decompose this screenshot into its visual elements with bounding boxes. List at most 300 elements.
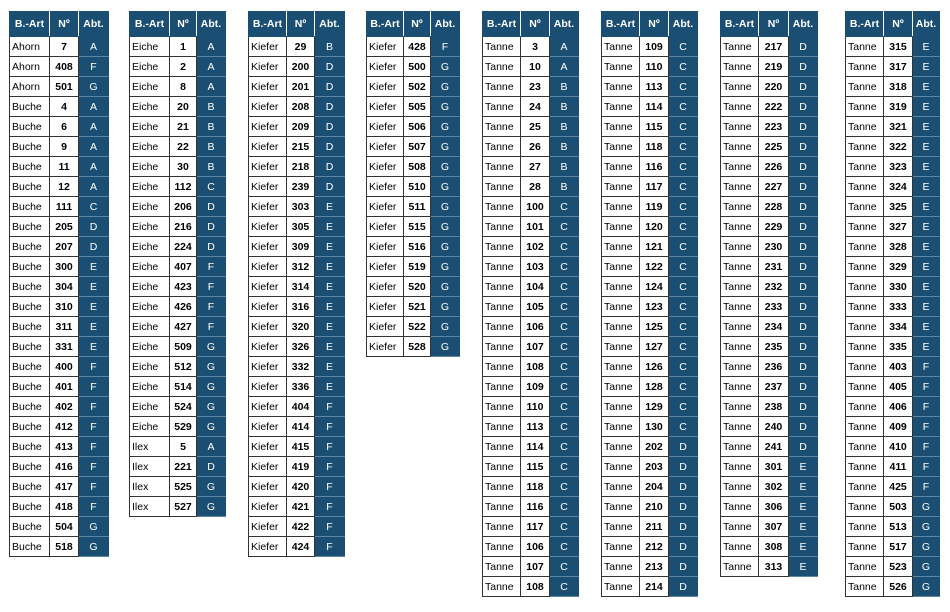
table-row [483,557,579,577]
species-cell: Kiefer [367,77,404,97]
table-row [602,257,698,277]
table-header [367,12,460,37]
section-cell: F [315,397,345,417]
section-cell: C [669,157,698,177]
section-cell: B [315,37,345,57]
section-cell: G [431,217,460,237]
species-cell: Tanne [602,217,640,237]
species-cell: Eiche [130,117,170,137]
number-cell: 317 [884,57,913,77]
species-cell: Kiefer [249,257,287,277]
species-cell: Tanne [602,557,640,577]
table-row [10,177,109,197]
section-cell: C [669,317,698,337]
number-cell: 219 [759,57,789,77]
section-cell: C [550,317,579,337]
number-cell: 410 [884,437,913,457]
section-cell: C [550,497,579,517]
section-cell: F [79,497,109,517]
number-cell: 414 [287,417,315,437]
section-cell: C [550,257,579,277]
section-cell: D [789,297,818,317]
section-cell: G [197,357,226,377]
section-cell: C [669,57,698,77]
section-cell: D [669,577,698,597]
number-cell: 312 [287,257,315,277]
table-row [249,357,345,377]
species-cell: Kiefer [249,217,287,237]
number-cell: 204 [640,477,669,497]
table-row [602,197,698,217]
section-cell: A [79,157,109,177]
species-cell: Tanne [846,237,884,257]
table-row [846,357,940,377]
species-cell: Tanne [602,117,640,137]
section-cell: C [550,277,579,297]
species-cell: Tanne [483,97,521,117]
section-cell: B [550,77,579,97]
number-cell: 209 [287,117,315,137]
species-cell: Kiefer [249,137,287,157]
table-row [10,77,109,97]
species-cell: Eiche [130,417,170,437]
section-cell: F [79,397,109,417]
species-cell: Tanne [846,397,884,417]
table-row [249,537,345,557]
table-row [846,37,940,57]
section-cell: F [913,477,940,497]
table-row [721,417,818,437]
section-cell: F [315,517,345,537]
table-row [602,497,698,517]
number-cell: 212 [640,537,669,557]
section-cell: C [669,237,698,257]
species-cell: Tanne [846,157,884,177]
section-cell: G [431,197,460,217]
table-row [846,417,940,437]
table-row [483,217,579,237]
species-cell: Kiefer [249,397,287,417]
table-row [721,517,818,537]
number-cell: 318 [884,77,913,97]
col-header-species: B.-Art [483,12,521,37]
table-row [130,497,226,517]
number-cell: 314 [287,277,315,297]
number-cell: 508 [404,157,431,177]
section-cell: C [550,457,579,477]
number-cell: 126 [640,357,669,377]
section-cell: C [669,337,698,357]
number-cell: 311 [50,317,79,337]
number-cell: 407 [170,257,197,277]
number-cell: 9 [50,137,79,157]
number-cell: 110 [521,397,550,417]
section-cell: D [789,337,818,357]
table-row [367,317,460,337]
section-cell: G [431,77,460,97]
section-cell: G [79,77,109,97]
species-cell: Tanne [846,277,884,297]
species-cell: Kiefer [367,297,404,317]
number-cell: 211 [640,517,669,537]
number-cell: 528 [404,337,431,357]
table-row [10,537,109,557]
number-cell: 308 [759,537,789,557]
number-cell: 214 [640,577,669,597]
table-row [249,157,345,177]
species-cell: Eiche [130,197,170,217]
number-cell: 27 [521,157,550,177]
table-row [367,257,460,277]
number-cell: 2 [170,57,197,77]
number-cell: 224 [170,237,197,257]
table-row [846,257,940,277]
species-cell: Tanne [846,197,884,217]
table-row [846,277,940,297]
table-row [483,497,579,517]
table-row [249,237,345,257]
number-cell: 1 [170,37,197,57]
number-cell: 221 [170,457,197,477]
section-cell: B [550,157,579,177]
table-row [367,57,460,77]
section-cell: D [669,517,698,537]
section-cell: D [79,237,109,257]
number-cell: 236 [759,357,789,377]
table-row [249,417,345,437]
section-cell: E [315,277,345,297]
species-cell: Kiefer [249,337,287,357]
species-cell: Kiefer [249,237,287,257]
species-cell: Kiefer [249,377,287,397]
species-cell: Ilex [130,477,170,497]
table-row [130,357,226,377]
table-header [249,12,345,37]
number-cell: 403 [884,357,913,377]
species-cell: Buche [10,357,50,377]
species-cell: Eiche [130,397,170,417]
section-cell: E [913,117,940,137]
number-cell: 10 [521,57,550,77]
species-cell: Tanne [483,297,521,317]
table-row [130,417,226,437]
number-cell: 202 [640,437,669,457]
number-cell: 336 [287,377,315,397]
table-row [130,297,226,317]
number-cell: 115 [640,117,669,137]
table-row [721,457,818,477]
table-row [249,97,345,117]
number-cell: 201 [287,77,315,97]
table-row [602,517,698,537]
table-row [846,297,940,317]
section-cell: G [197,377,226,397]
number-cell: 228 [759,197,789,217]
section-cell: C [669,137,698,157]
section-cell: F [315,477,345,497]
species-cell: Tanne [602,297,640,317]
species-cell: Tanne [846,117,884,137]
species-cell: Tanne [602,377,640,397]
species-cell: Ilex [130,437,170,457]
species-cell: Tanne [846,137,884,157]
species-cell: Tanne [721,277,759,297]
species-cell: Tanne [602,477,640,497]
number-cell: 207 [50,237,79,257]
number-cell: 412 [50,417,79,437]
col-header-number: Nº [521,12,550,37]
species-cell: Eiche [130,37,170,57]
col-header-species: B.-Art [846,12,884,37]
number-cell: 234 [759,317,789,337]
number-cell: 128 [640,377,669,397]
table-row [249,297,345,317]
section-cell: C [550,517,579,537]
table-row [602,97,698,117]
number-cell: 325 [884,197,913,217]
species-cell: Buche [10,137,50,157]
number-cell: 419 [287,457,315,477]
number-cell: 506 [404,117,431,137]
section-cell: E [79,337,109,357]
number-cell: 238 [759,397,789,417]
section-cell: G [197,477,226,497]
number-cell: 330 [884,277,913,297]
number-cell: 118 [640,137,669,157]
table-row [721,537,818,557]
number-cell: 333 [884,297,913,317]
species-cell: Buche [10,277,50,297]
section-cell: D [789,277,818,297]
table-row [249,137,345,157]
species-cell: Tanne [846,357,884,377]
species-cell: Ahorn [10,57,50,77]
table-row [249,217,345,237]
species-cell: Tanne [721,297,759,317]
table-row [602,137,698,157]
species-cell: Buche [10,517,50,537]
species-cell: Tanne [721,357,759,377]
section-cell: D [315,97,345,117]
section-cell: C [550,557,579,577]
section-cell: D [197,197,226,217]
table-row [483,197,579,217]
species-cell: Tanne [483,477,521,497]
species-cell: Eiche [130,157,170,177]
table-row [602,117,698,137]
section-cell: E [913,257,940,277]
section-cell: F [913,357,940,377]
section-cell: D [669,497,698,517]
section-cell: G [431,337,460,357]
number-cell: 526 [884,577,913,597]
section-cell: E [913,337,940,357]
species-cell: Tanne [846,177,884,197]
number-cell: 120 [640,217,669,237]
species-cell: Tanne [846,337,884,357]
number-cell: 8 [170,77,197,97]
number-cell: 522 [404,317,431,337]
species-cell: Tanne [846,57,884,77]
section-cell: E [913,297,940,317]
table-row [367,117,460,137]
section-cell: E [79,277,109,297]
table-row [602,57,698,77]
species-cell: Kiefer [367,257,404,277]
table-row [846,117,940,137]
species-cell: Tanne [483,157,521,177]
section-cell: E [913,197,940,217]
section-cell: A [79,37,109,57]
section-cell: D [669,537,698,557]
section-cell: G [431,297,460,317]
section-cell: D [789,77,818,97]
table-row [846,497,940,517]
number-cell: 523 [884,557,913,577]
species-cell: Kiefer [249,457,287,477]
species-cell: Tanne [721,477,759,497]
species-cell: Eiche [130,277,170,297]
number-cell: 405 [884,377,913,397]
table-row [10,37,109,57]
tree-table-6 [601,11,698,597]
number-cell: 225 [759,137,789,157]
table-header [721,12,818,37]
number-cell: 130 [640,417,669,437]
number-cell: 319 [884,97,913,117]
species-cell: Tanne [602,357,640,377]
number-cell: 307 [759,517,789,537]
table-row [130,277,226,297]
species-cell: Buche [10,397,50,417]
section-cell: F [197,277,226,297]
species-cell: Kiefer [249,37,287,57]
section-cell: E [789,517,818,537]
number-cell: 203 [640,457,669,477]
section-cell: D [789,177,818,197]
table-row [602,537,698,557]
table-row [367,217,460,237]
table-row [483,77,579,97]
table-row [367,137,460,157]
number-cell: 507 [404,137,431,157]
species-cell: Kiefer [367,157,404,177]
table-row [10,257,109,277]
species-cell: Tanne [721,317,759,337]
section-cell: C [79,197,109,217]
table-row [483,297,579,317]
section-cell: D [669,557,698,577]
number-cell: 121 [640,237,669,257]
number-cell: 316 [287,297,315,317]
species-cell: Tanne [602,97,640,117]
section-cell: D [789,377,818,397]
section-cell: C [669,357,698,377]
number-cell: 427 [170,317,197,337]
species-cell: Buche [10,337,50,357]
section-cell: C [550,217,579,237]
species-cell: Tanne [602,497,640,517]
table-row [846,557,940,577]
section-cell: E [315,377,345,397]
section-cell: A [197,57,226,77]
number-cell: 510 [404,177,431,197]
table-row [602,37,698,57]
section-cell: A [550,37,579,57]
table-row [249,77,345,97]
section-cell: D [789,237,818,257]
number-cell: 229 [759,217,789,237]
section-cell: E [789,497,818,517]
section-cell: E [315,217,345,237]
number-cell: 402 [50,397,79,417]
species-cell: Tanne [846,377,884,397]
table-row [721,117,818,137]
number-cell: 421 [287,497,315,517]
section-cell: A [197,37,226,57]
section-cell: D [789,137,818,157]
table-row [602,457,698,477]
table-row [721,157,818,177]
number-cell: 116 [521,497,550,517]
number-cell: 505 [404,97,431,117]
section-cell: D [315,57,345,77]
section-cell: C [550,297,579,317]
species-cell: Tanne [483,137,521,157]
species-cell: Tanne [846,37,884,57]
number-cell: 232 [759,277,789,297]
tree-table-2 [129,11,226,517]
species-cell: Tanne [602,397,640,417]
section-cell: E [913,37,940,57]
species-cell: Tanne [483,497,521,517]
section-cell: D [669,477,698,497]
section-cell: E [315,297,345,317]
section-cell: F [315,457,345,477]
section-cell: C [550,337,579,357]
table-header [10,12,109,37]
table-row [130,177,226,197]
number-cell: 215 [287,137,315,157]
species-cell: Eiche [130,57,170,77]
species-cell: Tanne [483,177,521,197]
section-cell: B [197,97,226,117]
section-cell: G [79,537,109,557]
table-row [721,477,818,497]
table-row [602,437,698,457]
species-cell: Kiefer [249,117,287,137]
table-row [10,317,109,337]
section-cell: C [669,377,698,397]
section-cell: G [79,517,109,537]
number-cell: 119 [640,197,669,217]
table-row [249,437,345,457]
number-cell: 101 [521,217,550,237]
number-cell: 106 [521,317,550,337]
table-row [846,477,940,497]
section-cell: F [79,57,109,77]
section-cell: C [669,217,698,237]
species-cell: Kiefer [249,317,287,337]
species-cell: Kiefer [367,237,404,257]
table-row [483,317,579,337]
number-cell: 122 [640,257,669,277]
section-cell: D [197,217,226,237]
species-cell: Tanne [846,577,884,597]
section-cell: F [197,317,226,337]
section-cell: E [79,297,109,317]
number-cell: 227 [759,177,789,197]
